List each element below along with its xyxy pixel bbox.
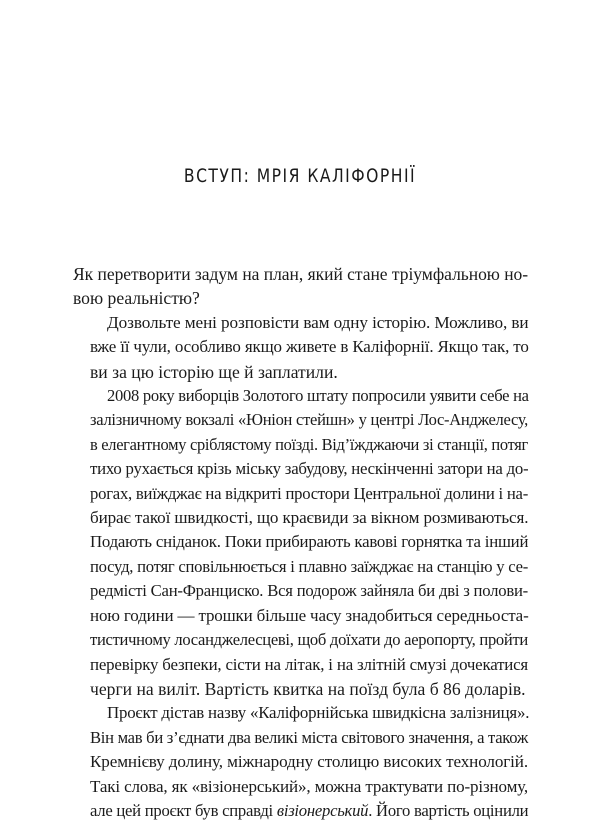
text-line: Як перетворити задум на план, який стане тріумфальною но-	[73, 264, 529, 284]
text-line: тистичному лосанджелесцеві, щоб доїхати до аеропорту, пройти	[90, 630, 528, 650]
text-line: Він мав би з’єднати два великі міста світового значення, а також	[90, 727, 528, 747]
text-line: Такі слова, як «візіонерський», можна трактувати по-різному,	[90, 776, 528, 796]
text-line: посуд, потяг сповільнюється і плавно заїжджає на станцію у се-	[90, 556, 528, 576]
text-line	[73, 799, 528, 823]
text-line: редмісті Сан-Франциско. Вся подорож зайняла би дві з полови-	[90, 581, 528, 601]
text-line: Подають сніданок. Поки прибирають кавові горнятка та інший	[90, 532, 529, 552]
paragraph-3	[73, 384, 528, 701]
text-run: але цей проєкт був справді	[90, 800, 277, 820]
paragraph-4	[73, 701, 528, 823]
text-line: перевірку безпеки, сісти на літак, і на злітній смузі дочекатися	[90, 654, 528, 674]
paragraph-2	[73, 311, 528, 384]
text-line: бирає такої швидкості, що краєвиди за вікном розмиваються.	[90, 508, 529, 528]
emphasized-word: візіонерський	[276, 800, 369, 820]
text-line: Кремнієву долину, міжнародну столицю високих технологій.	[90, 752, 528, 772]
text-line: Проєкт дістав назву «Каліфорнійська швидкісна залізниця».	[107, 703, 530, 723]
text-line: вою реальністю?	[73, 288, 200, 309]
text-line: тихо рухається крізь міську забудову, нескінченні затори на до-	[90, 459, 529, 479]
paragraph-1	[73, 262, 528, 311]
chapter-title: ВСТУП: МРІЯ КАЛІФОРНІЇ	[183, 164, 417, 187]
text-line: 2008 року виборців Золотого штату попросили уявити себе на	[107, 386, 529, 406]
text-line: в елегантному сріблястому поїзді. Від’їжджаючи зі станції, потяг	[90, 434, 528, 454]
text-line: черги на виліт. Вартість квитка на поїзд була б 86 доларів.	[90, 678, 526, 699]
text-line: ною години — трошки більше часу знадобиться середньоста-	[90, 605, 529, 625]
text-line: рогах, виїжджає на відкриті простори Центральної долини і на-	[90, 483, 529, 503]
text-line: ви за цю історію ще й заплатили.	[90, 361, 338, 382]
body-text	[73, 262, 528, 823]
text-line: вже її чули, особливо якщо живете в Каліфорнії. Якщо так, то	[90, 337, 529, 357]
text-run: . Його вартість оцінили	[368, 800, 529, 820]
text-line: Дозвольте мені розповісти вам одну історію. Можливо, ви	[107, 312, 529, 332]
text-line: залізничному вокзалі «Юніон стейшн» у центрі Лос-Анджелесу,	[90, 410, 528, 430]
